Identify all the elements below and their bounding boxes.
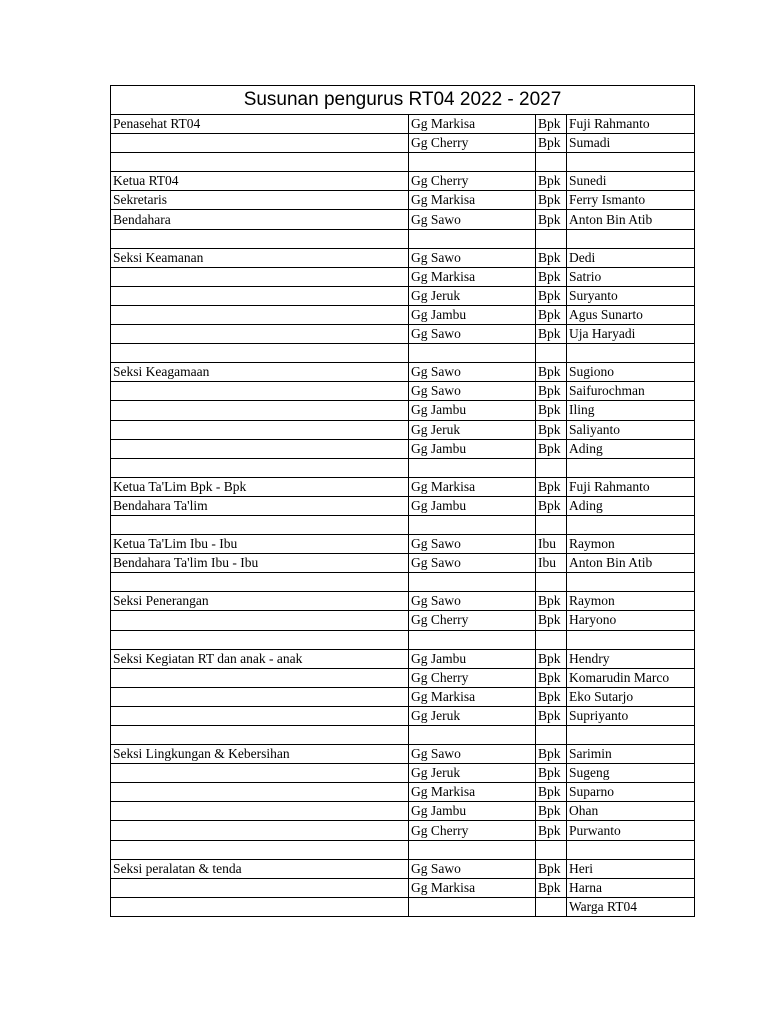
location-cell: Gg Markisa xyxy=(409,115,536,134)
name-cell: Raymon xyxy=(567,592,695,611)
name-cell xyxy=(567,630,695,649)
role-cell xyxy=(111,573,409,592)
location-cell: Gg Sawo xyxy=(409,325,536,344)
honorific-cell: Bpk xyxy=(536,687,567,706)
role-cell xyxy=(111,706,409,725)
role-cell xyxy=(111,840,409,859)
location-cell: Gg Markisa xyxy=(409,267,536,286)
honorific-cell: Bpk xyxy=(536,878,567,897)
honorific-cell xyxy=(536,344,567,363)
location-cell: Gg Jambu xyxy=(409,439,536,458)
location-cell: Gg Jambu xyxy=(409,305,536,324)
honorific-cell: Bpk xyxy=(536,859,567,878)
role-cell xyxy=(111,401,409,420)
location-cell: Gg Cherry xyxy=(409,668,536,687)
location-cell: Gg Sawo xyxy=(409,363,536,382)
table-row xyxy=(111,305,695,324)
name-cell xyxy=(567,515,695,534)
role-cell: Bendahara Ta'lim xyxy=(111,496,409,515)
role-cell: Bendahara Ta'lim Ibu - Ibu xyxy=(111,554,409,573)
name-cell xyxy=(567,229,695,248)
honorific-cell: Bpk xyxy=(536,363,567,382)
name-cell: Heri xyxy=(567,859,695,878)
location-cell xyxy=(409,726,536,745)
honorific-cell xyxy=(536,458,567,477)
location-cell xyxy=(409,573,536,592)
name-cell: Ading xyxy=(567,439,695,458)
honorific-cell: Bpk xyxy=(536,783,567,802)
table-row xyxy=(111,573,695,592)
name-cell: Dedi xyxy=(567,248,695,267)
honorific-cell: Bpk xyxy=(536,668,567,687)
honorific-cell: Bpk xyxy=(536,325,567,344)
location-cell: Gg Jambu xyxy=(409,802,536,821)
location-cell: Gg Sawo xyxy=(409,592,536,611)
name-cell: Komarudin Marco xyxy=(567,668,695,687)
location-cell: Gg Sawo xyxy=(409,535,536,554)
role-cell: Ketua RT04 xyxy=(111,172,409,191)
location-cell: Gg Jeruk xyxy=(409,286,536,305)
role-cell: Ketua Ta'Lim Bpk - Bpk xyxy=(111,477,409,496)
role-cell xyxy=(111,325,409,344)
role-cell xyxy=(111,153,409,172)
location-cell xyxy=(409,515,536,534)
role-cell: Bendahara xyxy=(111,210,409,229)
name-cell: Sugeng xyxy=(567,764,695,783)
honorific-cell: Bpk xyxy=(536,592,567,611)
honorific-cell: Bpk xyxy=(536,401,567,420)
name-cell: Agus Sunarto xyxy=(567,305,695,324)
table-row xyxy=(111,325,695,344)
table-row xyxy=(111,267,695,286)
name-cell: Saliyanto xyxy=(567,420,695,439)
name-cell: Eko Sutarjo xyxy=(567,687,695,706)
name-cell: Sumadi xyxy=(567,134,695,153)
honorific-cell: Bpk xyxy=(536,496,567,515)
honorific-cell: Bpk xyxy=(536,305,567,324)
table-row xyxy=(111,764,695,783)
name-cell: Ohan xyxy=(567,802,695,821)
role-cell xyxy=(111,420,409,439)
honorific-cell: Bpk xyxy=(536,821,567,840)
role-cell: Seksi peralatan & tenda xyxy=(111,859,409,878)
location-cell: Gg Sawo xyxy=(409,859,536,878)
title-row xyxy=(111,86,695,115)
name-cell xyxy=(567,344,695,363)
table-row xyxy=(111,115,695,134)
honorific-cell: Bpk xyxy=(536,745,567,764)
location-cell xyxy=(409,630,536,649)
location-cell: Gg Jeruk xyxy=(409,420,536,439)
table-row xyxy=(111,649,695,668)
role-cell xyxy=(111,897,409,916)
role-cell xyxy=(111,611,409,630)
location-cell: Gg Markisa xyxy=(409,191,536,210)
name-cell: Saifurochman xyxy=(567,382,695,401)
role-cell xyxy=(111,821,409,840)
location-cell: Gg Cherry xyxy=(409,134,536,153)
honorific-cell: Bpk xyxy=(536,172,567,191)
location-cell: Gg Jeruk xyxy=(409,764,536,783)
document-title: Susunan pengurus RT04 2022 - 2027 xyxy=(111,86,695,115)
table-row xyxy=(111,687,695,706)
honorific-cell xyxy=(536,726,567,745)
honorific-cell: Bpk xyxy=(536,649,567,668)
name-cell: Fuji Rahmanto xyxy=(567,477,695,496)
honorific-cell xyxy=(536,229,567,248)
location-cell: Gg Jambu xyxy=(409,649,536,668)
honorific-cell: Bpk xyxy=(536,267,567,286)
role-cell xyxy=(111,439,409,458)
name-cell xyxy=(567,458,695,477)
location-cell: Gg Markisa xyxy=(409,878,536,897)
table-row xyxy=(111,515,695,534)
table-row xyxy=(111,210,695,229)
honorific-cell: Bpk xyxy=(536,382,567,401)
name-cell: Raymon xyxy=(567,535,695,554)
name-cell: Uja Haryadi xyxy=(567,325,695,344)
honorific-cell xyxy=(536,630,567,649)
honorific-cell: Bpk xyxy=(536,706,567,725)
table-row xyxy=(111,611,695,630)
honorific-cell xyxy=(536,573,567,592)
table-row xyxy=(111,592,695,611)
location-cell xyxy=(409,458,536,477)
role-cell xyxy=(111,286,409,305)
committee-table-body xyxy=(111,86,695,917)
table-row xyxy=(111,821,695,840)
table-row xyxy=(111,668,695,687)
table-row xyxy=(111,802,695,821)
role-cell xyxy=(111,802,409,821)
honorific-cell: Bpk xyxy=(536,210,567,229)
location-cell: Gg Sawo xyxy=(409,248,536,267)
name-cell xyxy=(567,840,695,859)
location-cell: Gg Markisa xyxy=(409,477,536,496)
table-row xyxy=(111,554,695,573)
table-row xyxy=(111,344,695,363)
honorific-cell: Bpk xyxy=(536,611,567,630)
table-row xyxy=(111,439,695,458)
location-cell: Gg Cherry xyxy=(409,821,536,840)
role-cell xyxy=(111,783,409,802)
honorific-cell: Bpk xyxy=(536,420,567,439)
role-cell: Seksi Keamanan xyxy=(111,248,409,267)
location-cell: Gg Sawo xyxy=(409,745,536,764)
honorific-cell xyxy=(536,840,567,859)
honorific-cell: Bpk xyxy=(536,764,567,783)
honorific-cell: Bpk xyxy=(536,191,567,210)
table-row xyxy=(111,382,695,401)
table-row xyxy=(111,420,695,439)
role-cell: Seksi Keagamaan xyxy=(111,363,409,382)
role-cell xyxy=(111,134,409,153)
location-cell xyxy=(409,344,536,363)
name-cell: Anton Bin Atib xyxy=(567,554,695,573)
table-row xyxy=(111,134,695,153)
committee-table xyxy=(110,85,695,917)
table-row xyxy=(111,286,695,305)
role-cell xyxy=(111,267,409,286)
name-cell xyxy=(567,726,695,745)
name-cell: Ading xyxy=(567,496,695,515)
role-cell: Seksi Lingkungan & Kebersihan xyxy=(111,745,409,764)
location-cell xyxy=(409,229,536,248)
role-cell xyxy=(111,668,409,687)
name-cell: Purwanto xyxy=(567,821,695,840)
table-row xyxy=(111,745,695,764)
name-cell: Iling xyxy=(567,401,695,420)
honorific-cell: Ibu xyxy=(536,535,567,554)
honorific-cell xyxy=(536,515,567,534)
table-row xyxy=(111,897,695,916)
name-cell: Hendry xyxy=(567,649,695,668)
table-row xyxy=(111,172,695,191)
role-cell xyxy=(111,630,409,649)
honorific-cell: Bpk xyxy=(536,802,567,821)
location-cell: Gg Jeruk xyxy=(409,706,536,725)
name-cell: Anton Bin Atib xyxy=(567,210,695,229)
name-cell: Warga RT04 xyxy=(567,897,695,916)
role-cell: Ketua Ta'Lim Ibu - Ibu xyxy=(111,535,409,554)
role-cell xyxy=(111,764,409,783)
table-row xyxy=(111,859,695,878)
table-row xyxy=(111,363,695,382)
role-cell xyxy=(111,382,409,401)
location-cell: Gg Sawo xyxy=(409,382,536,401)
table-row xyxy=(111,153,695,172)
role-cell: Seksi Kegiatan RT dan anak - anak xyxy=(111,649,409,668)
location-cell: Gg Markisa xyxy=(409,687,536,706)
name-cell: Supriyanto xyxy=(567,706,695,725)
name-cell xyxy=(567,153,695,172)
table-row xyxy=(111,229,695,248)
name-cell: Suryanto xyxy=(567,286,695,305)
location-cell xyxy=(409,840,536,859)
table-row xyxy=(111,726,695,745)
role-cell xyxy=(111,229,409,248)
location-cell: Gg Sawo xyxy=(409,210,536,229)
name-cell: Suparno xyxy=(567,783,695,802)
honorific-cell: Bpk xyxy=(536,248,567,267)
table-row xyxy=(111,706,695,725)
table-row xyxy=(111,840,695,859)
table-row xyxy=(111,248,695,267)
table-row xyxy=(111,191,695,210)
table-row xyxy=(111,458,695,477)
name-cell xyxy=(567,573,695,592)
location-cell: Gg Markisa xyxy=(409,783,536,802)
role-cell xyxy=(111,726,409,745)
name-cell: Sarimin xyxy=(567,745,695,764)
table-row xyxy=(111,477,695,496)
honorific-cell: Bpk xyxy=(536,477,567,496)
role-cell: Seksi Penerangan xyxy=(111,592,409,611)
honorific-cell xyxy=(536,153,567,172)
name-cell: Ferry Ismanto xyxy=(567,191,695,210)
table-row xyxy=(111,535,695,554)
table-row xyxy=(111,496,695,515)
name-cell: Satrio xyxy=(567,267,695,286)
honorific-cell: Bpk xyxy=(536,134,567,153)
role-cell xyxy=(111,344,409,363)
name-cell: Haryono xyxy=(567,611,695,630)
location-cell: Gg Cherry xyxy=(409,611,536,630)
name-cell: Sunedi xyxy=(567,172,695,191)
table-row xyxy=(111,783,695,802)
role-cell xyxy=(111,515,409,534)
honorific-cell: Bpk xyxy=(536,115,567,134)
honorific-cell xyxy=(536,897,567,916)
table-row xyxy=(111,630,695,649)
location-cell xyxy=(409,153,536,172)
table-row xyxy=(111,401,695,420)
honorific-cell: Bpk xyxy=(536,286,567,305)
role-cell: Penasehat RT04 xyxy=(111,115,409,134)
honorific-cell: Ibu xyxy=(536,554,567,573)
name-cell: Sugiono xyxy=(567,363,695,382)
location-cell: Gg Cherry xyxy=(409,172,536,191)
role-cell xyxy=(111,687,409,706)
role-cell xyxy=(111,305,409,324)
honorific-cell: Bpk xyxy=(536,439,567,458)
location-cell: Gg Jambu xyxy=(409,496,536,515)
role-cell: Sekretaris xyxy=(111,191,409,210)
location-cell: Gg Sawo xyxy=(409,554,536,573)
role-cell xyxy=(111,878,409,897)
name-cell: Fuji Rahmanto xyxy=(567,115,695,134)
location-cell xyxy=(409,897,536,916)
name-cell: Harna xyxy=(567,878,695,897)
role-cell xyxy=(111,458,409,477)
location-cell: Gg Jambu xyxy=(409,401,536,420)
table-row xyxy=(111,878,695,897)
